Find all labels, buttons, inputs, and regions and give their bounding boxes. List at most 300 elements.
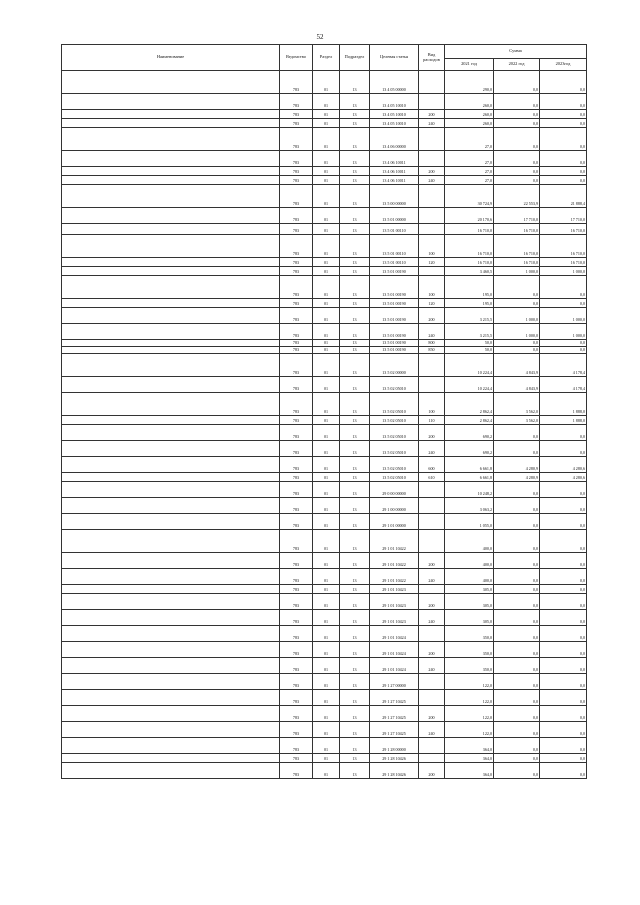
cell-sum-2021: 122,0 bbox=[445, 706, 494, 722]
cell-podrazdel: 13 bbox=[340, 585, 370, 594]
cell-podrazdel: 13 bbox=[340, 530, 370, 553]
row-description bbox=[62, 208, 280, 224]
cell-cel-statya: 29 1 00 00000 bbox=[370, 498, 419, 514]
cell-cel-statya: 13 4 06 10011 bbox=[370, 176, 419, 185]
cell-podrazdel: 13 bbox=[340, 167, 370, 176]
cell-sum-2022: 3 562,0 bbox=[494, 393, 540, 416]
cell-razdel: 01 bbox=[313, 642, 340, 658]
cell-podrazdel: 13 bbox=[340, 176, 370, 185]
cell-sum-2021: 260,0 bbox=[445, 119, 494, 128]
row-description bbox=[62, 754, 280, 763]
row-description bbox=[62, 594, 280, 610]
cell-vedomstvo: 783 bbox=[280, 224, 313, 235]
cell-vedomstvo: 783 bbox=[280, 347, 313, 354]
cell-vedomstvo: 783 bbox=[280, 308, 313, 324]
cell-vedomstvo: 783 bbox=[280, 167, 313, 176]
row-description bbox=[62, 457, 280, 473]
cell-podrazdel: 13 bbox=[340, 441, 370, 457]
table-row bbox=[62, 642, 587, 658]
cell-vedomstvo: 783 bbox=[280, 267, 313, 276]
cell-vedomstvo: 783 bbox=[280, 441, 313, 457]
cell-vedomstvo: 783 bbox=[280, 690, 313, 706]
cell-sum-2021: 27,0 bbox=[445, 176, 494, 185]
table-row bbox=[62, 553, 587, 569]
cell-sum-2021: 195,0 bbox=[445, 299, 494, 308]
row-description bbox=[62, 441, 280, 457]
cell-cel-statya: 29 1 01 10424 bbox=[370, 642, 419, 658]
cell-sum-2022: 0,0 bbox=[494, 722, 540, 738]
cell-razdel: 01 bbox=[313, 482, 340, 498]
cell-vedomstvo: 783 bbox=[280, 514, 313, 530]
cell-razdel: 01 bbox=[313, 276, 340, 299]
row-description bbox=[62, 514, 280, 530]
cell-sum-2023: 0,0 bbox=[540, 482, 587, 498]
cell-sum-2023: 0,0 bbox=[540, 276, 587, 299]
row-description bbox=[62, 340, 280, 347]
row-description bbox=[62, 674, 280, 690]
cell-razdel: 01 bbox=[313, 610, 340, 626]
table-row bbox=[62, 347, 587, 354]
cell-vid-rashodov: 200 bbox=[419, 425, 445, 441]
row-description bbox=[62, 642, 280, 658]
cell-sum-2022: 0,0 bbox=[494, 119, 540, 128]
table-row bbox=[62, 425, 587, 441]
cell-cel-statya: 29 1 01 00000 bbox=[370, 514, 419, 530]
cell-razdel: 01 bbox=[313, 258, 340, 267]
cell-sum-2023: 0,0 bbox=[540, 738, 587, 754]
cell-razdel: 01 bbox=[313, 185, 340, 208]
cell-sum-2022: 0,0 bbox=[494, 425, 540, 441]
cell-cel-statya: 29 1 27 10425 bbox=[370, 706, 419, 722]
cell-vid-rashodov: 240 bbox=[419, 569, 445, 585]
cell-vedomstvo: 783 bbox=[280, 674, 313, 690]
cell-sum-2022: 0,0 bbox=[494, 347, 540, 354]
cell-cel-statya: 13 5 01 00190 bbox=[370, 308, 419, 324]
cell-sum-2023: 1 000,0 bbox=[540, 324, 587, 340]
cell-vid-rashodov: 850 bbox=[419, 347, 445, 354]
row-description bbox=[62, 258, 280, 267]
row-description bbox=[62, 425, 280, 441]
cell-sum-2022: 0,0 bbox=[494, 658, 540, 674]
cell-podrazdel: 13 bbox=[340, 393, 370, 416]
cell-razdel: 01 bbox=[313, 594, 340, 610]
cell-razdel: 01 bbox=[313, 498, 340, 514]
cell-razdel: 01 bbox=[313, 308, 340, 324]
cell-razdel: 01 bbox=[313, 354, 340, 377]
cell-sum-2021: 30 724,9 bbox=[445, 185, 494, 208]
cell-vid-rashodov: 610 bbox=[419, 473, 445, 482]
cell-razdel: 01 bbox=[313, 425, 340, 441]
cell-sum-2021: 27,0 bbox=[445, 167, 494, 176]
cell-cel-statya: 13 5 01 00110 bbox=[370, 258, 419, 267]
row-description bbox=[62, 176, 280, 185]
cell-vid-rashodov bbox=[419, 585, 445, 594]
cell-podrazdel: 13 bbox=[340, 347, 370, 354]
cell-sum-2023: 0,0 bbox=[540, 176, 587, 185]
cell-podrazdel: 13 bbox=[340, 299, 370, 308]
cell-razdel: 01 bbox=[313, 626, 340, 642]
cell-cel-statya: 29 1 27 10425 bbox=[370, 722, 419, 738]
cell-vid-rashodov: 200 bbox=[419, 763, 445, 779]
table-row bbox=[62, 416, 587, 425]
cell-sum-2022: 0,0 bbox=[494, 530, 540, 553]
header-vid-rashodov: Вид расходов bbox=[419, 45, 445, 71]
table-row bbox=[62, 176, 587, 185]
cell-razdel: 01 bbox=[313, 441, 340, 457]
cell-sum-2021: 2 862,4 bbox=[445, 416, 494, 425]
cell-sum-2021: 260,0 bbox=[445, 110, 494, 119]
cell-sum-2021: 10 224,4 bbox=[445, 377, 494, 393]
cell-podrazdel: 13 bbox=[340, 324, 370, 340]
cell-cel-statya: 13 4 06 10011 bbox=[370, 151, 419, 167]
cell-sum-2021: 305,0 bbox=[445, 594, 494, 610]
cell-sum-2021: 690,2 bbox=[445, 425, 494, 441]
cell-sum-2021: 2 862,4 bbox=[445, 393, 494, 416]
table-row bbox=[62, 110, 587, 119]
cell-sum-2022: 0,0 bbox=[494, 585, 540, 594]
cell-podrazdel: 13 bbox=[340, 674, 370, 690]
cell-cel-statya: 29 1 01 10422 bbox=[370, 530, 419, 553]
row-description bbox=[62, 473, 280, 482]
cell-podrazdel: 13 bbox=[340, 235, 370, 258]
cell-sum-2022: 0,0 bbox=[494, 340, 540, 347]
cell-sum-2021: 364,0 bbox=[445, 763, 494, 779]
cell-sum-2023: 17 710,0 bbox=[540, 208, 587, 224]
cell-cel-statya: 13 4 06 10011 bbox=[370, 167, 419, 176]
table-row bbox=[62, 674, 587, 690]
cell-vid-rashodov: 200 bbox=[419, 594, 445, 610]
cell-podrazdel: 13 bbox=[340, 308, 370, 324]
header-podrazdel: Подраздел bbox=[340, 45, 370, 71]
cell-podrazdel: 13 bbox=[340, 722, 370, 738]
cell-podrazdel: 13 bbox=[340, 267, 370, 276]
cell-podrazdel: 13 bbox=[340, 706, 370, 722]
table-row bbox=[62, 235, 587, 258]
cell-vid-rashodov bbox=[419, 224, 445, 235]
cell-vid-rashodov bbox=[419, 185, 445, 208]
table-row bbox=[62, 324, 587, 340]
cell-podrazdel: 13 bbox=[340, 569, 370, 585]
cell-sum-2023: 0,0 bbox=[540, 674, 587, 690]
row-description bbox=[62, 185, 280, 208]
cell-vedomstvo: 783 bbox=[280, 473, 313, 482]
cell-sum-2022: 0,0 bbox=[494, 553, 540, 569]
cell-razdel: 01 bbox=[313, 658, 340, 674]
cell-vedomstvo: 783 bbox=[280, 71, 313, 94]
row-description bbox=[62, 167, 280, 176]
cell-sum-2023: 0,0 bbox=[540, 128, 587, 151]
cell-podrazdel: 13 bbox=[340, 128, 370, 151]
cell-razdel: 01 bbox=[313, 71, 340, 94]
cell-razdel: 01 bbox=[313, 299, 340, 308]
header-2023: 2023год bbox=[540, 59, 587, 71]
row-description bbox=[62, 235, 280, 258]
cell-sum-2023: 0,0 bbox=[540, 553, 587, 569]
row-description bbox=[62, 498, 280, 514]
cell-sum-2023: 0,0 bbox=[540, 167, 587, 176]
table-row bbox=[62, 498, 587, 514]
header-2021: 2021 год bbox=[445, 59, 494, 71]
cell-cel-statya: 29 1 01 10424 bbox=[370, 658, 419, 674]
row-description bbox=[62, 569, 280, 585]
cell-vid-rashodov: 200 bbox=[419, 553, 445, 569]
cell-sum-2022: 0,0 bbox=[494, 514, 540, 530]
cell-vid-rashodov bbox=[419, 354, 445, 377]
cell-vedomstvo: 783 bbox=[280, 706, 313, 722]
cell-sum-2022: 0,0 bbox=[494, 151, 540, 167]
budget-table bbox=[61, 44, 587, 779]
cell-vid-rashodov: 100 bbox=[419, 393, 445, 416]
cell-vedomstvo: 783 bbox=[280, 585, 313, 594]
cell-razdel: 01 bbox=[313, 393, 340, 416]
cell-sum-2022: 0,0 bbox=[494, 626, 540, 642]
cell-razdel: 01 bbox=[313, 416, 340, 425]
cell-vedomstvo: 783 bbox=[280, 128, 313, 151]
row-description bbox=[62, 151, 280, 167]
table-row bbox=[62, 706, 587, 722]
cell-sum-2021: 364,0 bbox=[445, 738, 494, 754]
cell-sum-2021: 122,0 bbox=[445, 690, 494, 706]
table-row bbox=[62, 610, 587, 626]
cell-sum-2021: 350,0 bbox=[445, 642, 494, 658]
cell-podrazdel: 13 bbox=[340, 514, 370, 530]
table-row bbox=[62, 457, 587, 473]
cell-sum-2023: 21 888,4 bbox=[540, 185, 587, 208]
cell-razdel: 01 bbox=[313, 763, 340, 779]
cell-sum-2021: 260,0 bbox=[445, 94, 494, 110]
cell-sum-2023: 0,0 bbox=[540, 425, 587, 441]
cell-sum-2023: 1 000,0 bbox=[540, 308, 587, 324]
cell-sum-2023: 0,0 bbox=[540, 569, 587, 585]
cell-sum-2023: 0,0 bbox=[540, 110, 587, 119]
cell-sum-2023: 1 000,0 bbox=[540, 267, 587, 276]
cell-vedomstvo: 783 bbox=[280, 763, 313, 779]
table-row bbox=[62, 754, 587, 763]
cell-vid-rashodov bbox=[419, 377, 445, 393]
cell-vedomstvo: 783 bbox=[280, 738, 313, 754]
header-summa: Сумма bbox=[445, 45, 587, 59]
cell-vid-rashodov bbox=[419, 128, 445, 151]
cell-razdel: 01 bbox=[313, 235, 340, 258]
row-description bbox=[62, 299, 280, 308]
cell-sum-2021: 364,0 bbox=[445, 754, 494, 763]
table-row bbox=[62, 71, 587, 94]
table-row bbox=[62, 267, 587, 276]
cell-sum-2022: 0,0 bbox=[494, 176, 540, 185]
row-description bbox=[62, 706, 280, 722]
cell-sum-2023: 4 178,4 bbox=[540, 354, 587, 377]
cell-cel-statya: 13 4 05 10010 bbox=[370, 119, 419, 128]
cell-razdel: 01 bbox=[313, 514, 340, 530]
cell-podrazdel: 13 bbox=[340, 473, 370, 482]
cell-vedomstvo: 783 bbox=[280, 569, 313, 585]
table-row bbox=[62, 151, 587, 167]
cell-vid-rashodov bbox=[419, 482, 445, 498]
cell-cel-statya: 29 1 01 10422 bbox=[370, 553, 419, 569]
cell-vid-rashodov bbox=[419, 498, 445, 514]
cell-cel-statya: 13 5 01 00190 bbox=[370, 340, 419, 347]
cell-cel-statya: 13 5 02 05010 bbox=[370, 416, 419, 425]
cell-podrazdel: 13 bbox=[340, 208, 370, 224]
row-description bbox=[62, 610, 280, 626]
cell-vedomstvo: 783 bbox=[280, 530, 313, 553]
cell-sum-2021: 16 710,0 bbox=[445, 235, 494, 258]
cell-vedomstvo: 783 bbox=[280, 324, 313, 340]
cell-sum-2022: 1 000,0 bbox=[494, 324, 540, 340]
cell-sum-2021: 400,0 bbox=[445, 569, 494, 585]
cell-cel-statya: 13 5 01 00110 bbox=[370, 235, 419, 258]
cell-sum-2021: 10 224,4 bbox=[445, 354, 494, 377]
table-row bbox=[62, 308, 587, 324]
cell-razdel: 01 bbox=[313, 151, 340, 167]
cell-razdel: 01 bbox=[313, 457, 340, 473]
cell-vedomstvo: 783 bbox=[280, 208, 313, 224]
row-description bbox=[62, 324, 280, 340]
cell-cel-statya: 13 5 01 00190 bbox=[370, 347, 419, 354]
row-description bbox=[62, 393, 280, 416]
cell-sum-2022: 0,0 bbox=[494, 674, 540, 690]
page-number: 52 bbox=[316, 33, 324, 41]
cell-sum-2021: 290,0 bbox=[445, 71, 494, 94]
cell-cel-statya: 13 4 05 00000 bbox=[370, 71, 419, 94]
cell-cel-statya: 13 4 05 10010 bbox=[370, 94, 419, 110]
cell-sum-2021: 400,0 bbox=[445, 530, 494, 553]
row-description bbox=[62, 530, 280, 553]
header-cel-statya: Целевая статья bbox=[370, 45, 419, 71]
cell-sum-2023: 4 178,4 bbox=[540, 377, 587, 393]
cell-podrazdel: 13 bbox=[340, 110, 370, 119]
row-description bbox=[62, 224, 280, 235]
cell-podrazdel: 13 bbox=[340, 498, 370, 514]
cell-vid-rashodov: 240 bbox=[419, 441, 445, 457]
cell-sum-2022: 0,0 bbox=[494, 276, 540, 299]
cell-sum-2021: 27,0 bbox=[445, 128, 494, 151]
cell-razdel: 01 bbox=[313, 754, 340, 763]
cell-vedomstvo: 783 bbox=[280, 482, 313, 498]
cell-sum-2023: 0,0 bbox=[540, 658, 587, 674]
cell-sum-2022: 0,0 bbox=[494, 482, 540, 498]
table-row bbox=[62, 738, 587, 754]
cell-vid-rashodov: 240 bbox=[419, 722, 445, 738]
cell-sum-2023: 0,0 bbox=[540, 626, 587, 642]
cell-sum-2023: 1 888,0 bbox=[540, 416, 587, 425]
table-row bbox=[62, 94, 587, 110]
table-row bbox=[62, 658, 587, 674]
cell-sum-2023: 0,0 bbox=[540, 642, 587, 658]
cell-sum-2023: 0,0 bbox=[540, 610, 587, 626]
table-row bbox=[62, 530, 587, 553]
cell-vid-rashodov: 240 bbox=[419, 658, 445, 674]
cell-cel-statya: 29 1 27 00000 bbox=[370, 674, 419, 690]
cell-vedomstvo: 783 bbox=[280, 416, 313, 425]
cell-vid-rashodov: 600 bbox=[419, 457, 445, 473]
cell-sum-2021: 305,0 bbox=[445, 610, 494, 626]
cell-razdel: 01 bbox=[313, 690, 340, 706]
cell-vid-rashodov: 200 bbox=[419, 642, 445, 658]
cell-vedomstvo: 783 bbox=[280, 258, 313, 267]
cell-podrazdel: 13 bbox=[340, 690, 370, 706]
cell-razdel: 01 bbox=[313, 585, 340, 594]
cell-sum-2021: 1 055,0 bbox=[445, 514, 494, 530]
cell-sum-2021: 6 661,8 bbox=[445, 457, 494, 473]
cell-cel-statya: 13 5 01 00190 bbox=[370, 276, 419, 299]
cell-sum-2023: 0,0 bbox=[540, 514, 587, 530]
cell-cel-statya: 29 1 27 10425 bbox=[370, 690, 419, 706]
cell-sum-2022: 0,0 bbox=[494, 569, 540, 585]
row-description bbox=[62, 377, 280, 393]
cell-sum-2023: 0,0 bbox=[540, 71, 587, 94]
cell-cel-statya: 13 5 02 05010 bbox=[370, 425, 419, 441]
cell-cel-statya: 13 5 02 00000 bbox=[370, 354, 419, 377]
cell-vedomstvo: 783 bbox=[280, 340, 313, 347]
table-row bbox=[62, 208, 587, 224]
table-row bbox=[62, 128, 587, 151]
cell-razdel: 01 bbox=[313, 738, 340, 754]
table-row bbox=[62, 473, 587, 482]
row-description bbox=[62, 553, 280, 569]
cell-vedomstvo: 783 bbox=[280, 377, 313, 393]
cell-sum-2023: 0,0 bbox=[540, 706, 587, 722]
table-row bbox=[62, 224, 587, 235]
row-description bbox=[62, 267, 280, 276]
cell-vid-rashodov: 200 bbox=[419, 167, 445, 176]
row-description bbox=[62, 308, 280, 324]
cell-cel-statya: 29 1 01 10423 bbox=[370, 610, 419, 626]
cell-cel-statya: 13 5 02 05010 bbox=[370, 473, 419, 482]
table-row bbox=[62, 763, 587, 779]
cell-podrazdel: 13 bbox=[340, 340, 370, 347]
cell-vid-rashodov bbox=[419, 208, 445, 224]
cell-podrazdel: 13 bbox=[340, 224, 370, 235]
cell-razdel: 01 bbox=[313, 706, 340, 722]
cell-sum-2023: 0,0 bbox=[540, 530, 587, 553]
cell-sum-2021: 16 710,0 bbox=[445, 224, 494, 235]
cell-vedomstvo: 783 bbox=[280, 457, 313, 473]
cell-vedomstvo: 783 bbox=[280, 119, 313, 128]
table-body bbox=[62, 71, 587, 779]
cell-vedomstvo: 783 bbox=[280, 498, 313, 514]
cell-razdel: 01 bbox=[313, 167, 340, 176]
cell-razdel: 01 bbox=[313, 377, 340, 393]
cell-cel-statya: 29 1 01 10424 bbox=[370, 626, 419, 642]
cell-sum-2021: 3 460,5 bbox=[445, 267, 494, 276]
table-row bbox=[62, 119, 587, 128]
table-row bbox=[62, 690, 587, 706]
cell-sum-2022: 0,0 bbox=[494, 441, 540, 457]
cell-razdel: 01 bbox=[313, 674, 340, 690]
cell-sum-2023: 16 710,0 bbox=[540, 235, 587, 258]
cell-sum-2023: 0,0 bbox=[540, 347, 587, 354]
cell-cel-statya: 13 5 00 00000 bbox=[370, 185, 419, 208]
cell-razdel: 01 bbox=[313, 324, 340, 340]
cell-vid-rashodov bbox=[419, 514, 445, 530]
cell-vedomstvo: 783 bbox=[280, 610, 313, 626]
row-description bbox=[62, 119, 280, 128]
cell-podrazdel: 13 bbox=[340, 354, 370, 377]
cell-vedomstvo: 783 bbox=[280, 151, 313, 167]
cell-vid-rashodov: 240 bbox=[419, 119, 445, 128]
cell-sum-2022: 4 280,9 bbox=[494, 473, 540, 482]
cell-vid-rashodov: 200 bbox=[419, 110, 445, 119]
cell-vedomstvo: 783 bbox=[280, 94, 313, 110]
cell-sum-2022: 16 710,0 bbox=[494, 258, 540, 267]
row-description bbox=[62, 626, 280, 642]
cell-vedomstvo: 783 bbox=[280, 626, 313, 642]
cell-vedomstvo: 783 bbox=[280, 425, 313, 441]
cell-sum-2021: 10 248,2 bbox=[445, 482, 494, 498]
cell-razdel: 01 bbox=[313, 94, 340, 110]
cell-sum-2022: 17 710,0 bbox=[494, 208, 540, 224]
